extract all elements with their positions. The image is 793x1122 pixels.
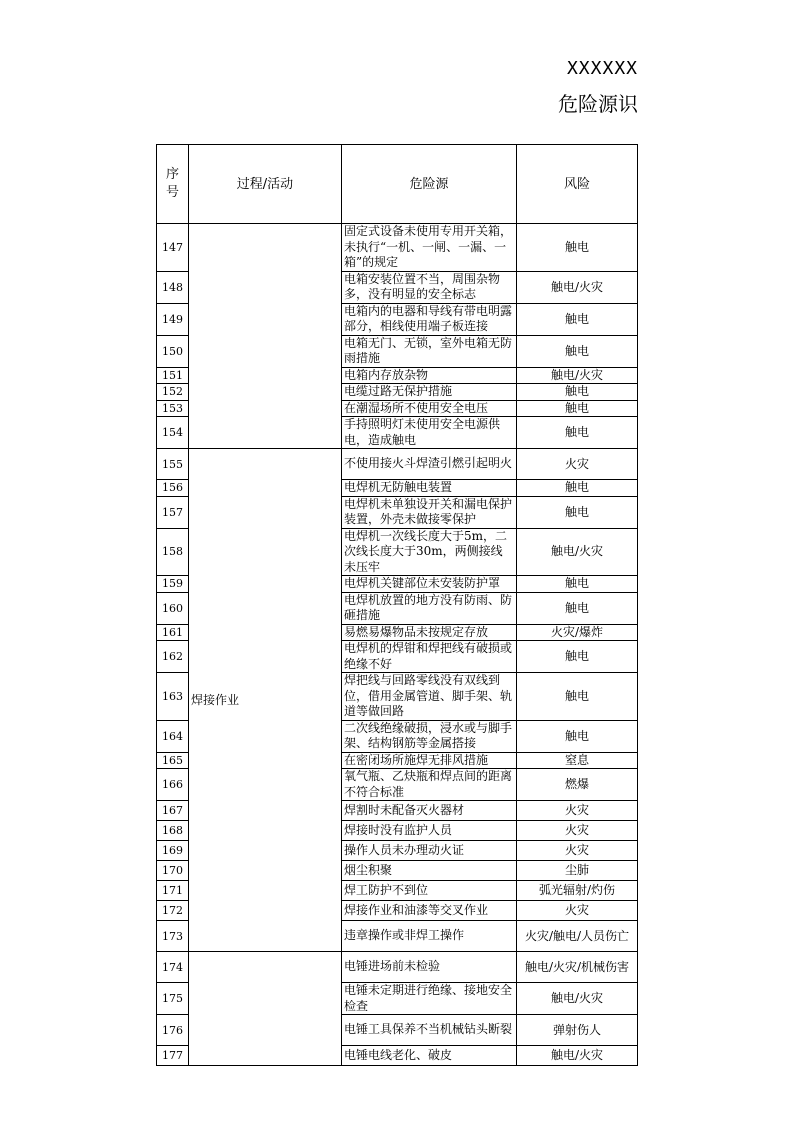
hazard-cell: 焊把线与回路零线没有双线到位，借用金属管道、脚手架、轨道等做回路 bbox=[342, 673, 517, 721]
risk-cell: 触电/火灾 bbox=[517, 1046, 638, 1066]
hazard-cell: 电箱内存放杂物 bbox=[342, 367, 517, 384]
risk-cell: 触电/火灾/机械伤害 bbox=[517, 952, 638, 983]
hazard-cell: 电焊机无防触电装置 bbox=[342, 480, 517, 497]
row-number: 147 bbox=[157, 224, 189, 272]
row-number: 160 bbox=[157, 592, 189, 624]
risk-cell: 尘肺 bbox=[517, 861, 638, 881]
risk-cell: 火灾 bbox=[517, 801, 638, 821]
row-number: 171 bbox=[157, 881, 189, 901]
hazard-cell: 固定式设备未使用专用开关箱，未执行“一机、一闸、一漏、一箱”的规定 bbox=[342, 224, 517, 272]
hazard-cell: 焊工防护不到位 bbox=[342, 881, 517, 901]
risk-cell: 触电 bbox=[517, 641, 638, 673]
risk-cell: 触电/火灾 bbox=[517, 983, 638, 1015]
col-header-num bbox=[157, 145, 189, 224]
row-number: 149 bbox=[157, 303, 189, 335]
col-header-hazard: 危险源 bbox=[342, 145, 517, 224]
hazard-cell: 在密闭场所施焊无排风措施 bbox=[342, 752, 517, 769]
risk-cell: 触电 bbox=[517, 720, 638, 752]
table-body bbox=[157, 224, 638, 1066]
row-number: 175 bbox=[157, 983, 189, 1015]
document-code: XXXXXX bbox=[566, 58, 638, 79]
table-row bbox=[157, 224, 638, 272]
risk-cell: 触电 bbox=[517, 303, 638, 335]
table-row bbox=[157, 449, 638, 480]
row-number: 176 bbox=[157, 1015, 189, 1046]
document-title: 危险源识 bbox=[558, 92, 638, 116]
row-number: 151 bbox=[157, 367, 189, 384]
risk-cell: 弧光辐射/灼伤 bbox=[517, 881, 638, 901]
hazard-cell: 氧气瓶、乙炔瓶和焊点间的距离不符合标准 bbox=[342, 769, 517, 801]
row-number: 162 bbox=[157, 641, 189, 673]
risk-cell: 触电 bbox=[517, 384, 638, 401]
hazard-cell: 电焊机放置的地方没有防雨、防砸措施 bbox=[342, 592, 517, 624]
row-number: 161 bbox=[157, 624, 189, 641]
row-number: 169 bbox=[157, 841, 189, 861]
risk-cell: 触电 bbox=[517, 224, 638, 272]
risk-cell: 触电 bbox=[517, 417, 638, 449]
row-number: 158 bbox=[157, 528, 189, 576]
row-number: 177 bbox=[157, 1046, 189, 1066]
hazard-cell: 电锤工具保养不当机械钻头断裂 bbox=[342, 1015, 517, 1046]
risk-cell: 窒息 bbox=[517, 752, 638, 769]
row-number: 163 bbox=[157, 673, 189, 721]
row-number: 165 bbox=[157, 752, 189, 769]
row-number: 174 bbox=[157, 952, 189, 983]
row-number: 159 bbox=[157, 576, 189, 593]
risk-cell: 触电 bbox=[517, 576, 638, 593]
risk-cell: 触电/火灾 bbox=[517, 528, 638, 576]
row-number: 148 bbox=[157, 271, 189, 303]
risk-cell: 火灾 bbox=[517, 901, 638, 921]
row-number: 154 bbox=[157, 417, 189, 449]
row-number: 152 bbox=[157, 384, 189, 401]
risk-cell: 火灾/爆炸 bbox=[517, 624, 638, 641]
hazard-cell: 电焊机的焊钳和焊把线有破损或绝缘不好 bbox=[342, 641, 517, 673]
risk-cell: 火灾/触电/人员伤亡 bbox=[517, 921, 638, 952]
risk-cell: 触电 bbox=[517, 496, 638, 528]
risk-cell: 触电/火灾 bbox=[517, 271, 638, 303]
table-row bbox=[157, 952, 638, 983]
risk-cell: 触电 bbox=[517, 673, 638, 721]
hazard-cell: 烟尘积聚 bbox=[342, 861, 517, 881]
process-cell-blank-2 bbox=[189, 952, 342, 1066]
hazard-cell: 不使用接火斗焊渣引燃引起明火 bbox=[342, 449, 517, 480]
hazard-cell: 在潮湿场所不使用安全电压 bbox=[342, 400, 517, 417]
row-number: 170 bbox=[157, 861, 189, 881]
risk-cell: 火灾 bbox=[517, 449, 638, 480]
row-number: 168 bbox=[157, 821, 189, 841]
hazard-cell: 焊接时没有监护人员 bbox=[342, 821, 517, 841]
hazard-cell: 电锤未定期进行绝缘、接地安全检查 bbox=[342, 983, 517, 1015]
hazard-cell: 手持照明灯未使用安全电源供电，造成触电 bbox=[342, 417, 517, 449]
risk-cell: 触电 bbox=[517, 592, 638, 624]
risk-cell: 触电 bbox=[517, 480, 638, 497]
hazard-cell: 操作人员未办理动火证 bbox=[342, 841, 517, 861]
risk-cell: 火灾 bbox=[517, 841, 638, 861]
row-number: 172 bbox=[157, 901, 189, 921]
hazard-cell: 焊接作业和油漆等交叉作业 bbox=[342, 901, 517, 921]
row-number: 164 bbox=[157, 720, 189, 752]
row-number: 155 bbox=[157, 449, 189, 480]
risk-cell: 弹射伤人 bbox=[517, 1015, 638, 1046]
row-number: 150 bbox=[157, 335, 189, 367]
hazard-cell: 电焊机未单独设开关和漏电保护装置，外壳未做接零保护 bbox=[342, 496, 517, 528]
hazard-cell: 电箱安装位置不当，周围杂物多，没有明显的安全标志 bbox=[342, 271, 517, 303]
hazard-cell: 易燃易爆物品未按规定存放 bbox=[342, 624, 517, 641]
hazard-cell: 电焊机一次线长度大于5m，二次线长度大于30m，两侧接线未压牢 bbox=[342, 528, 517, 576]
hazard-cell: 违章操作或非焊工操作 bbox=[342, 921, 517, 952]
hazard-cell: 电焊机关键部位未安装防护罩 bbox=[342, 576, 517, 593]
risk-cell: 燃爆 bbox=[517, 769, 638, 801]
risk-cell: 触电 bbox=[517, 400, 638, 417]
row-number: 157 bbox=[157, 496, 189, 528]
hazard-cell: 电箱无门、无锁，室外电箱无防雨措施 bbox=[342, 335, 517, 367]
risk-cell: 触电 bbox=[517, 335, 638, 367]
hazard-cell: 电锤进场前未检验 bbox=[342, 952, 517, 983]
process-cell-blank-1 bbox=[189, 224, 342, 449]
process-cell-welding: 焊接作业 bbox=[189, 449, 342, 952]
col-header-num-text: 序 号 bbox=[165, 167, 179, 200]
col-header-risk: 风险 bbox=[517, 145, 638, 224]
hazard-cell: 电箱内的电器和导线有带电明露部分，相线使用端子板连接 bbox=[342, 303, 517, 335]
row-number: 156 bbox=[157, 480, 189, 497]
hazard-cell: 电缆过路无保护措施 bbox=[342, 384, 517, 401]
hazard-cell: 二次线绝缘破损，浸水或与脚手架、结构钢筋等金属搭接 bbox=[342, 720, 517, 752]
hazard-cell: 电锤电线老化、破皮 bbox=[342, 1046, 517, 1066]
col-header-process: 过程/活动 bbox=[189, 145, 342, 224]
row-number: 167 bbox=[157, 801, 189, 821]
risk-cell: 触电/火灾 bbox=[517, 367, 638, 384]
row-number: 153 bbox=[157, 400, 189, 417]
table-header-row bbox=[157, 145, 638, 224]
hazard-cell: 焊割时未配备灭火器材 bbox=[342, 801, 517, 821]
risk-cell: 火灾 bbox=[517, 821, 638, 841]
hazard-table bbox=[156, 144, 638, 1066]
row-number: 173 bbox=[157, 921, 189, 952]
row-number: 166 bbox=[157, 769, 189, 801]
